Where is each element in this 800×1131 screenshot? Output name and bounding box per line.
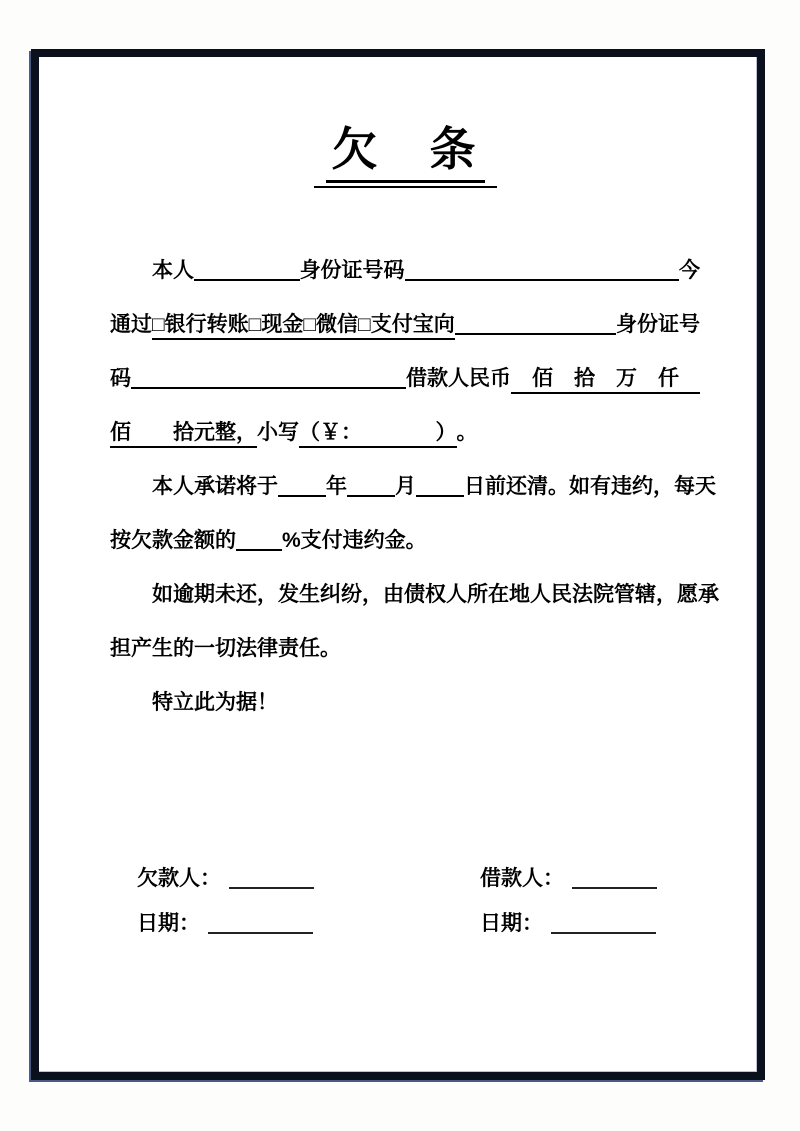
text-segment: 月 <box>395 474 416 498</box>
blank-year <box>278 495 326 497</box>
signature-block <box>137 866 700 937</box>
blank-month <box>347 495 395 497</box>
text-segment: 通过 <box>110 312 152 336</box>
blank-debtor-signature <box>229 887 314 889</box>
blank-borrower-name <box>194 279 300 281</box>
debtor-date <box>137 911 480 937</box>
creditor-label: 借款人： <box>480 866 564 890</box>
line-penalty-rate <box>110 528 700 554</box>
text-segment: %支付违约金。 <box>282 528 427 552</box>
page-title: 欠 条 <box>326 123 485 183</box>
blank-amount-numeric: （￥： ） <box>299 420 457 448</box>
text-segment: 日前还清。如有违约，每天 <box>464 474 716 498</box>
line-jurisdiction-2 <box>110 636 700 662</box>
text-segment: 按欠款金额的 <box>110 528 236 552</box>
blank-lender-id-number <box>131 387 406 389</box>
text-segment: 年 <box>326 474 347 498</box>
debtor-signature <box>137 866 480 892</box>
creditor-signature <box>480 866 657 892</box>
iou-document <box>110 57 719 956</box>
text-segment: 身份证号码 <box>299 258 405 282</box>
blank-lender-name <box>455 333 616 335</box>
blank-day <box>416 495 464 497</box>
text-segment: 。 <box>456 420 478 444</box>
title-row <box>110 123 700 188</box>
line-borrower-name <box>110 258 700 284</box>
text-segment: 本人承诺将于 <box>152 474 278 498</box>
text-segment: 担产生的一切法律责任。 <box>110 636 341 660</box>
line-closing <box>110 690 700 716</box>
signature-row-dates <box>137 911 700 937</box>
debtor-label: 欠款人： <box>137 866 221 890</box>
blank-creditor-date <box>551 932 656 934</box>
text-segment: 特立此为据！ <box>152 690 278 714</box>
amount-capital-units-2: 佰 拾元整， <box>110 420 257 448</box>
line-payment-method <box>110 312 700 338</box>
line-jurisdiction-1 <box>110 582 719 608</box>
document-frame <box>31 49 765 1080</box>
title-double-underline <box>314 123 497 188</box>
blank-debtor-date <box>208 932 313 934</box>
text-segment: 借款人民币 <box>406 366 511 390</box>
payment-method-checkboxes: □银行转账□现金□微信□支付宝向 <box>152 312 455 340</box>
text-segment: 本人 <box>152 258 194 282</box>
line-amount-figures <box>110 420 700 446</box>
signature-row-names <box>137 866 700 892</box>
blank-id-number <box>405 279 679 281</box>
creditor-date <box>480 911 656 937</box>
line-lender-id-amount <box>110 366 700 392</box>
amount-capital-units: 佰 拾 万 仟 <box>511 366 700 394</box>
blank-penalty-percent <box>236 549 282 551</box>
text-segment: 小写 <box>257 420 299 444</box>
line-repayment-date <box>110 474 716 500</box>
date-label: 日期： <box>137 911 200 935</box>
text-segment: 今 <box>679 258 700 282</box>
date-label: 日期： <box>480 911 543 935</box>
text-segment: 码 <box>110 366 131 390</box>
text-segment: 身份证号 <box>616 312 700 336</box>
blank-creditor-signature <box>572 887 657 889</box>
text-segment: 如逾期未还，发生纠纷，由债权人所在地人民法院管辖，愿承 <box>152 582 719 606</box>
